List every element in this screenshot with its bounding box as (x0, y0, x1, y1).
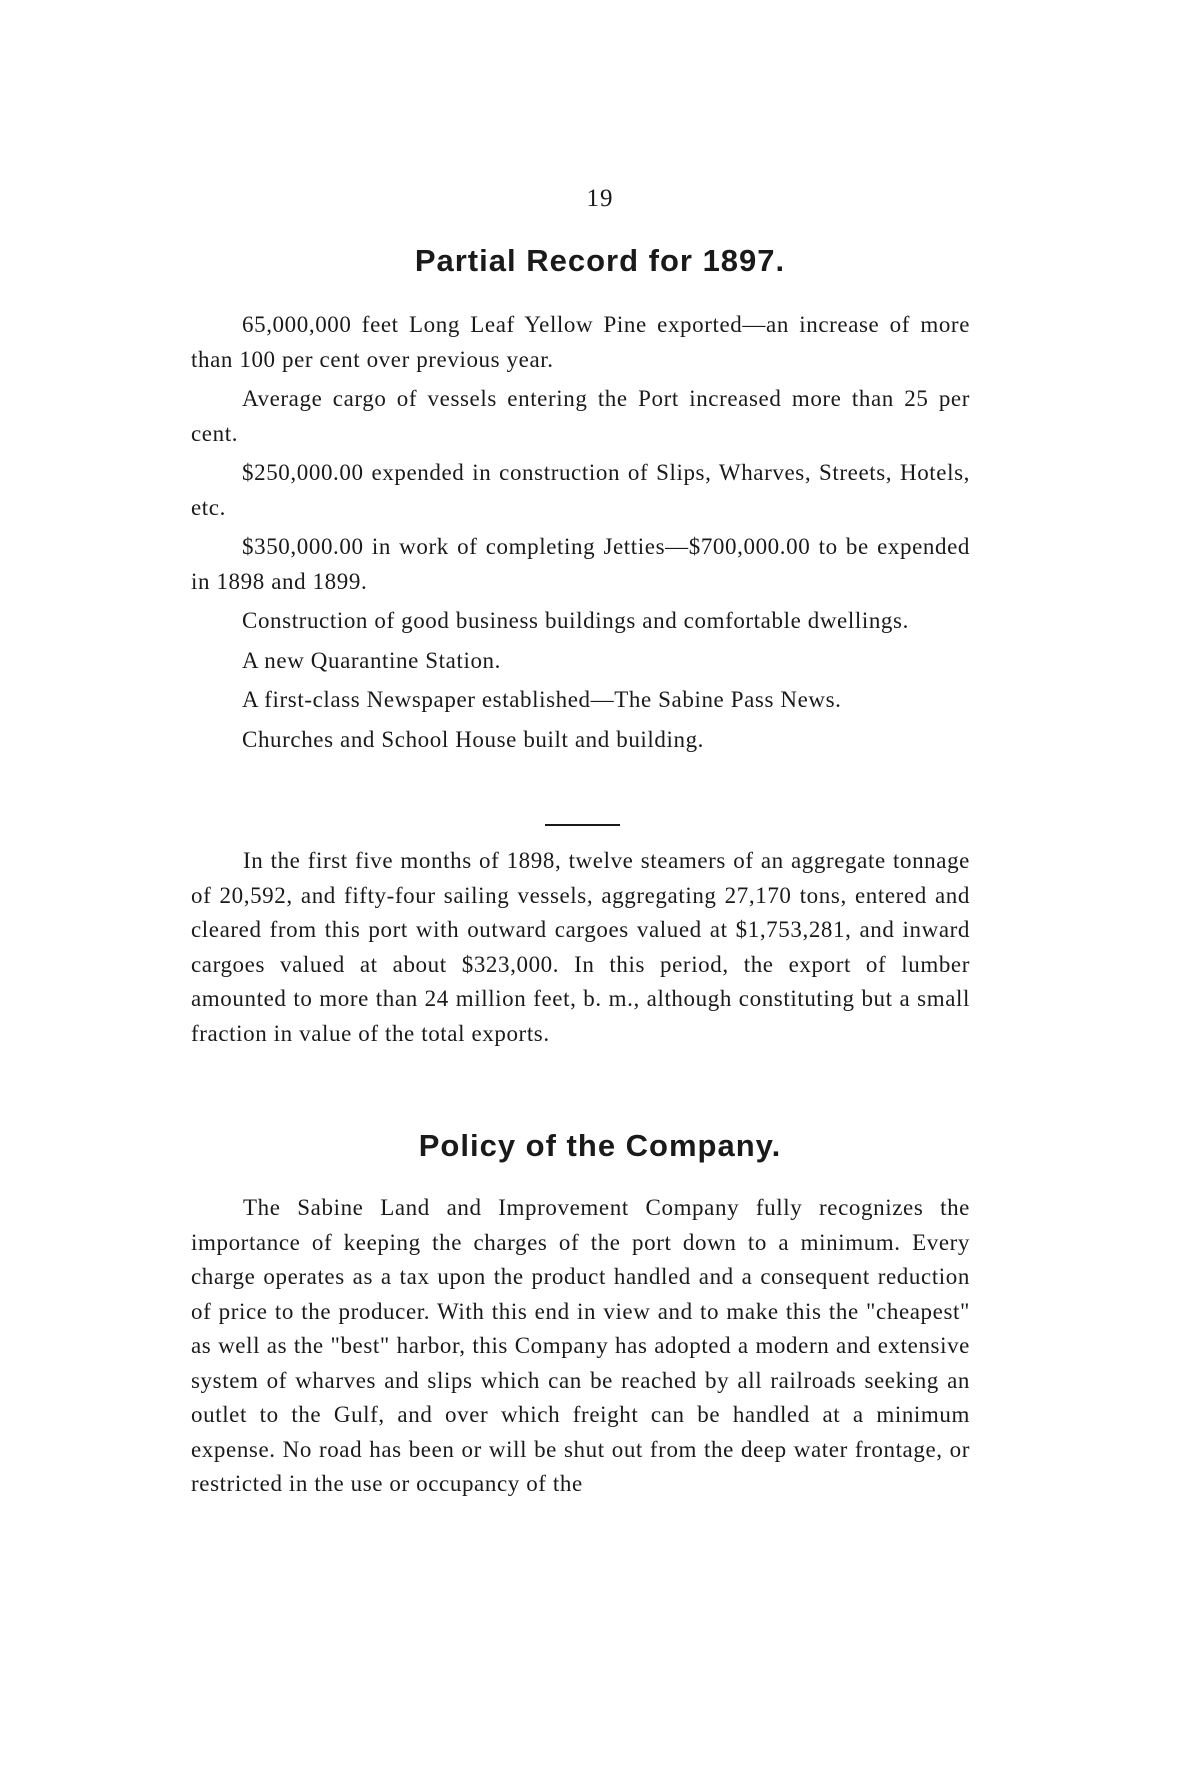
record-item: A first-class Newspaper established—The Sabine Pass News. (242, 687, 842, 712)
record-item: 65,000,000 feet Long Leaf Yellow Pine exported—an increase of more than 100 per cent over previous year. (191, 312, 970, 372)
shipping-summary (191, 844, 970, 1051)
record-list (191, 308, 970, 762)
shipping-paragraph: In the first five months of 1898, twelve steamers of an aggregate tonnage of 20,592, and fifty-four sailing vessels, aggregating 27,170 tons, entered and cleared from this port with outward cargoes valued at $1,753,281, and inward cargoes valued at about $323,000. In this period, the export of lumber amounted to more than 24 million feet, b. m., although constituting but a small fraction in value of the total exports. (191, 848, 970, 1046)
policy-body (191, 1191, 970, 1502)
record-item: Average cargo of vessels entering the Port increased more than 25 per cent. (191, 386, 970, 446)
record-item: A new Quarantine Station. (242, 647, 502, 673)
record-item: Construction of good business buildings and comfortable dwellings. (242, 608, 909, 633)
page-number: 19 (586, 185, 614, 212)
record-item: Churches and School House built and building. (242, 726, 705, 752)
policy-paragraph: The Sabine Land and Improvement Company fully recognizes the importance of keeping the charges of the port down to a minimum. Every charge operates as a tax upon the product handled and a consequent reduction of price to the producer. With this end in view and to make this the "cheapest" as well as the "best" harbor, this Company has adopted a modern and extensive system of wharves and slips which can be reached by all railroads seeking an outlet to the Gulf, and over which freight can be handled at a minimum expense. No road has been or will be shut out from the deep water frontage, or restricted in the use or occupancy of the (191, 1195, 970, 1496)
section-divider (545, 824, 620, 826)
section-heading-policy: Policy of the Company. (418, 1128, 782, 1163)
section-heading-partial-record: Partial Record for 1897. (414, 243, 786, 278)
record-item: $250,000.00 expended in construction of Slips, Wharves, Streets, Hotels, etc. (191, 460, 970, 520)
record-item: $350,000.00 in work of completing Jetties—$700,000.00 to be expended in 1898 and 1899. (191, 534, 970, 594)
